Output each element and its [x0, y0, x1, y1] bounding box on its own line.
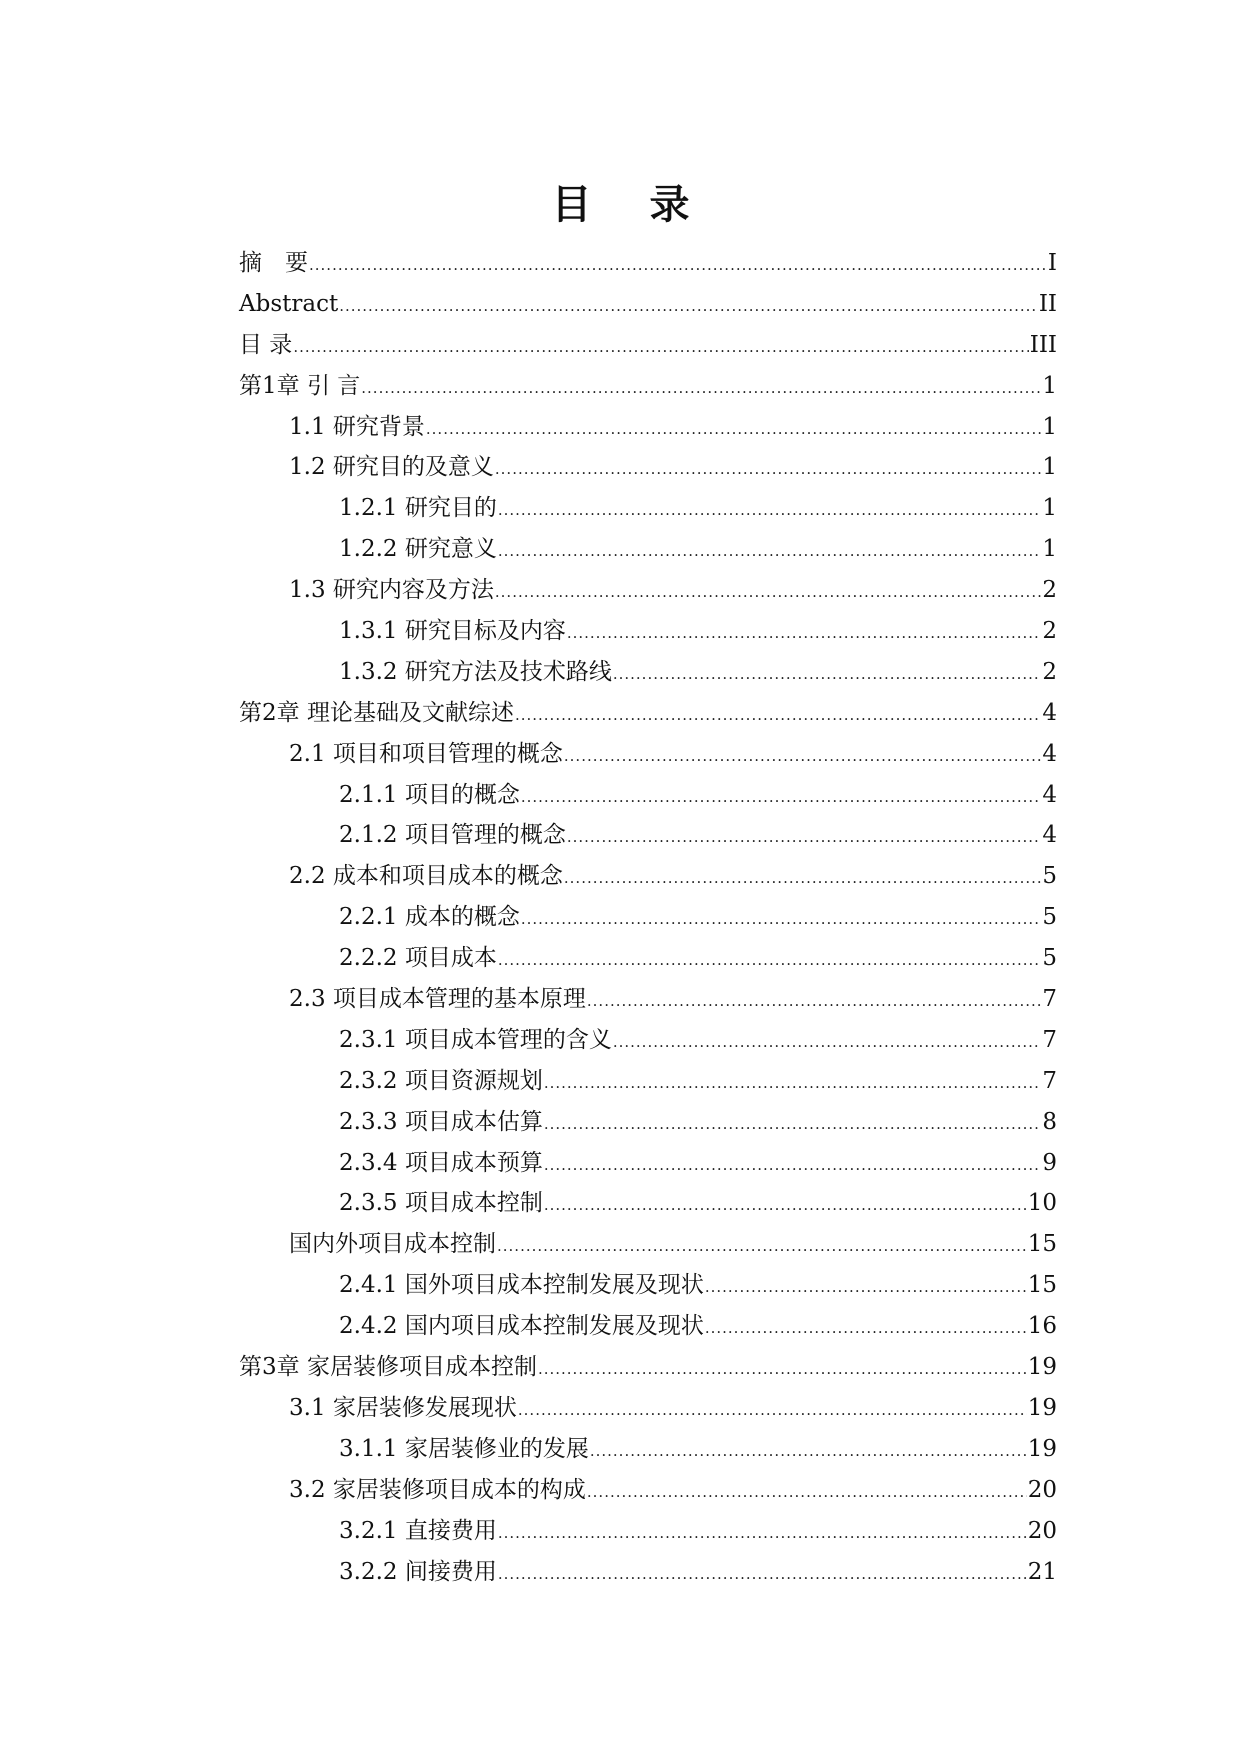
toc-entry-label: 第2章 理论基础及文献综述	[239, 699, 514, 726]
toc-page-number: 15	[1027, 1231, 1057, 1258]
toc-page-number: 7	[1042, 1026, 1057, 1053]
toc-entry-label: 第3章 家居装修项目成本控制	[239, 1354, 537, 1381]
toc-page-number: 10	[1027, 1190, 1057, 1217]
toc-entry[interactable]	[239, 979, 1057, 1020]
toc-entry-label: Abstract	[239, 290, 339, 317]
toc-page-number: 4	[1042, 822, 1057, 849]
toc-entry[interactable]	[239, 366, 1057, 407]
toc-entry[interactable]	[239, 1224, 1057, 1265]
toc-dot-leader	[498, 1554, 1027, 1595]
toc-dot-leader	[567, 817, 1042, 858]
toc-entry-label: 2.3.3 项目成本估算	[339, 1108, 543, 1135]
toc-page-number: 1	[1042, 536, 1057, 563]
toc-page-number: 4	[1042, 781, 1057, 808]
toc-dot-leader	[361, 368, 1041, 409]
toc-entry-label: 2.2.1 成本的概念	[339, 904, 520, 931]
toc-entry[interactable]	[239, 652, 1057, 693]
toc-entry[interactable]	[239, 1511, 1057, 1552]
toc-page-number: 20	[1027, 1476, 1057, 1503]
toc-page-number: 4	[1042, 740, 1057, 767]
toc-page-number: I	[1047, 250, 1057, 276]
toc-page-number: 19	[1027, 1435, 1057, 1462]
toc-entry-label: 3.2.2 间接费用	[339, 1558, 497, 1585]
toc-dot-leader	[544, 1104, 1042, 1145]
toc-entry-label: 1.2 研究目的及意义	[289, 454, 494, 481]
toc-entry[interactable]	[239, 1061, 1057, 1102]
toc-entry[interactable]	[239, 1306, 1057, 1347]
toc-entry[interactable]	[239, 1183, 1057, 1224]
toc-dot-leader	[498, 531, 1042, 572]
toc-entry[interactable]	[239, 570, 1057, 611]
toc-dot-leader	[497, 1226, 1027, 1267]
page-title: 目 录	[551, 182, 712, 228]
toc-entry-label: 2.3.5 项目成本控制	[339, 1190, 543, 1217]
toc-entry-label: 1.3 研究内容及方法	[289, 577, 494, 604]
toc-entry-label: 2.1 项目和项目管理的概念	[289, 740, 563, 767]
toc-dot-leader	[495, 572, 1041, 613]
toc-entry-label: 3.1.1 家居装修业的发展	[339, 1435, 589, 1462]
toc-dot-leader	[495, 449, 1041, 490]
toc-entry[interactable]	[239, 1470, 1057, 1511]
toc-dot-leader	[544, 1185, 1027, 1226]
toc-entry-label: 1.3.2 研究方法及技术路线	[339, 658, 612, 685]
toc-dot-leader	[426, 409, 1041, 450]
toc-entry[interactable]	[239, 734, 1057, 775]
toc-entry[interactable]	[239, 1265, 1057, 1306]
toc-entry[interactable]	[239, 488, 1057, 529]
toc-page-number: 4	[1042, 699, 1057, 726]
toc-entry-label: 3.2 家居装修项目成本的构成	[289, 1476, 586, 1503]
toc-page-number: 1	[1042, 413, 1057, 440]
toc-entry-label: 2.3.4 项目成本预算	[339, 1149, 543, 1176]
toc-entry-label: 国内外项目成本控制	[289, 1231, 496, 1258]
toc-dot-leader	[544, 1145, 1042, 1186]
toc-dot-leader	[521, 777, 1042, 818]
toc-entry-label: 1.2.1 研究目的	[339, 495, 497, 522]
toc-dot-leader	[564, 736, 1041, 777]
toc-dot-leader	[705, 1267, 1027, 1308]
toc-entry-label: 摘 要	[239, 250, 308, 276]
toc-page-number: 1	[1042, 454, 1057, 481]
toc-entry[interactable]	[239, 447, 1057, 488]
toc-page-number: 8	[1042, 1108, 1057, 1135]
toc-dot-leader	[567, 613, 1042, 654]
toc-dot-leader	[613, 1022, 1042, 1063]
toc-entry-label: 2.3.1 项目成本管理的含义	[339, 1026, 612, 1053]
toc-page-number: 19	[1027, 1354, 1057, 1381]
toc-page-number: 1	[1042, 495, 1057, 522]
toc-page-number: 2	[1042, 577, 1057, 604]
toc-entry[interactable]	[239, 1429, 1057, 1470]
toc-entry[interactable]	[239, 529, 1057, 570]
toc-page-number: 16	[1027, 1313, 1057, 1340]
toc-entry[interactable]	[239, 1102, 1057, 1143]
toc-page-number: 7	[1042, 1067, 1057, 1094]
toc-entry-label: 1.1 研究背景	[289, 413, 425, 440]
toc-dot-leader	[590, 1431, 1027, 1472]
toc-entry[interactable]	[239, 407, 1057, 448]
toc-entry-label: 3.2.1 直接费用	[339, 1517, 497, 1544]
toc-entry-label: 2.1.1 项目的概念	[339, 781, 520, 808]
toc-dot-leader	[613, 654, 1042, 695]
toc-page-number: II	[1038, 290, 1057, 317]
toc-entry-label: 2.4.2 国内项目成本控制发展及现状	[339, 1313, 704, 1340]
toc-page-number: 20	[1027, 1517, 1057, 1544]
toc-page-number: 15	[1027, 1272, 1057, 1299]
toc-entry[interactable]	[239, 1347, 1057, 1388]
toc-page-number: 5	[1042, 863, 1057, 890]
toc-entry[interactable]	[239, 611, 1057, 652]
table-of-contents	[239, 243, 1057, 1592]
toc-dot-leader	[498, 1513, 1027, 1554]
toc-page-number: III	[1029, 331, 1057, 358]
toc-entry-label: 2.3.2 项目资源规划	[339, 1067, 543, 1094]
toc-entry[interactable]	[239, 1143, 1057, 1184]
toc-page-number: 7	[1042, 986, 1057, 1013]
toc-entry-label: 3.1 家居装修发展现状	[289, 1394, 517, 1421]
toc-entry-label: 1.3.1 研究目标及内容	[339, 618, 566, 645]
toc-entry-label: 2.3 项目成本管理的基本原理	[289, 986, 586, 1013]
toc-dot-leader	[515, 695, 1041, 736]
toc-dot-leader	[521, 899, 1042, 940]
toc-entry[interactable]	[239, 325, 1057, 366]
toc-entry[interactable]	[239, 1388, 1057, 1429]
toc-entry[interactable]	[239, 775, 1057, 816]
toc-entry[interactable]	[239, 856, 1057, 897]
toc-dot-leader	[309, 245, 1047, 286]
toc-page-number: 2	[1042, 618, 1057, 645]
toc-dot-leader	[538, 1349, 1027, 1390]
toc-dot-leader	[498, 940, 1042, 981]
toc-page-number: 1	[1042, 372, 1057, 399]
toc-entry-label: 2.4.1 国外项目成本控制发展及现状	[339, 1272, 704, 1299]
toc-entry[interactable]	[239, 284, 1057, 325]
toc-entry[interactable]	[239, 1552, 1057, 1593]
toc-dot-leader	[518, 1390, 1027, 1431]
toc-dot-leader	[544, 1063, 1042, 1104]
toc-dot-leader	[587, 1472, 1027, 1513]
toc-dot-leader	[705, 1308, 1027, 1349]
toc-dot-leader	[498, 490, 1042, 531]
toc-dot-leader	[564, 858, 1041, 899]
toc-dot-leader	[587, 981, 1041, 1022]
toc-entry-label: 2.2.2 项目成本	[339, 945, 497, 972]
toc-entry[interactable]	[239, 938, 1057, 979]
toc-page-number: 5	[1042, 904, 1057, 931]
toc-entry-label: 第1章 引 言	[239, 372, 361, 399]
toc-entry[interactable]	[239, 1020, 1057, 1061]
toc-entry-label: 2.1.2 项目管理的概念	[339, 822, 566, 849]
toc-entry-label: 目 录	[239, 331, 293, 358]
toc-page-number: 21	[1027, 1558, 1057, 1585]
toc-entry-label: 2.2 成本和项目成本的概念	[289, 863, 563, 890]
toc-entry-label: 1.2.2 研究意义	[339, 536, 497, 563]
toc-dot-leader	[339, 286, 1038, 327]
toc-entry[interactable]	[239, 693, 1057, 734]
toc-entry[interactable]	[239, 815, 1057, 856]
toc-dot-leader	[293, 327, 1028, 368]
toc-entry[interactable]	[239, 243, 1057, 284]
toc-entry[interactable]	[239, 897, 1057, 938]
toc-page-number: 5	[1042, 945, 1057, 972]
toc-page-number: 9	[1042, 1149, 1057, 1176]
toc-page-number: 2	[1042, 658, 1057, 685]
toc-page-number: 19	[1027, 1394, 1057, 1421]
